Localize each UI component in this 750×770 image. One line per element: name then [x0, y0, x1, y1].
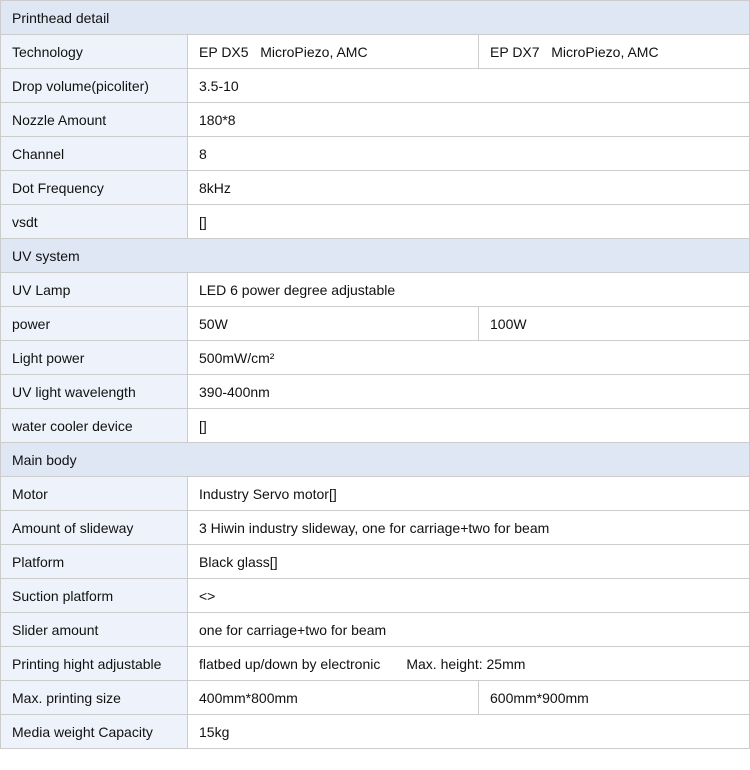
spec-label-dot-frequency: Dot Frequency: [1, 171, 188, 205]
table-row: [1, 477, 750, 511]
spec-value-printing-height: [188, 647, 750, 681]
table-row: [1, 715, 750, 749]
table-row: [1, 647, 750, 681]
spec-value-max-size-2: 600mm*900mm: [479, 681, 750, 715]
spec-label-motor: Motor: [1, 477, 188, 511]
spec-label-drop-volume: Drop volume(picoliter): [1, 69, 188, 103]
spec-label-suction-platform: Suction platform: [1, 579, 188, 613]
spec-value-uv-wavelength: 390-400nm: [188, 375, 750, 409]
spec-value-uv-lamp: LED 6 power degree adjustable: [188, 273, 750, 307]
spec-value-platform: Black glass[]: [188, 545, 750, 579]
spec-value-media-weight: 15kg: [188, 715, 750, 749]
spec-label-light-power: Light power: [1, 341, 188, 375]
spec-label-slideway: Amount of slideway: [1, 511, 188, 545]
spec-value-vsdt: []: [188, 205, 750, 239]
section-header-printhead: Printhead detail: [1, 1, 750, 35]
spec-value-power-1: 50W: [188, 307, 479, 341]
section-printhead-row: [1, 1, 750, 35]
table-row: [1, 375, 750, 409]
table-row: [1, 681, 750, 715]
table-row: [1, 341, 750, 375]
section-header-main-body: Main body: [1, 443, 750, 477]
table-row: [1, 137, 750, 171]
table-row: [1, 545, 750, 579]
table-row: [1, 307, 750, 341]
spec-value-light-power: 500mW/cm²: [188, 341, 750, 375]
spec-value-max-size-1: 400mm*800mm: [188, 681, 479, 715]
table-row: [1, 69, 750, 103]
spec-value-channel: 8: [188, 137, 750, 171]
spec-label-technology: Technology: [1, 35, 188, 69]
spec-label-printing-height: Printing hight adjustable: [1, 647, 188, 681]
table-row: [1, 171, 750, 205]
spec-label-media-weight: Media weight Capacity: [1, 715, 188, 749]
table-row: [1, 205, 750, 239]
spec-label-water-cooler: water cooler device: [1, 409, 188, 443]
spec-value-slider-amount: one for carriage+two for beam: [188, 613, 750, 647]
spec-value-slideway: 3 Hiwin industry slideway, one for carriage+two for beam: [188, 511, 750, 545]
table-row: [1, 613, 750, 647]
spec-value-dot-frequency: 8kHz: [188, 171, 750, 205]
spec-label-power: power: [1, 307, 188, 341]
spec-value-drop-volume: 3.5-10: [188, 69, 750, 103]
table-row: [1, 409, 750, 443]
spec-value-printing-height-method: flatbed up/down by electronic: [199, 655, 381, 672]
table-row: [1, 511, 750, 545]
spec-label-vsdt: vsdt: [1, 205, 188, 239]
spec-value-technology-dx7: EP DX7 MicroPiezo, AMC: [479, 35, 750, 69]
spec-value-printing-height-max: Max. height: 25mm: [406, 655, 526, 672]
spec-label-max-size: Max. printing size: [1, 681, 188, 715]
table-row: [1, 103, 750, 137]
spec-label-platform: Platform: [1, 545, 188, 579]
spec-value-suction-platform: <>: [188, 579, 750, 613]
spec-label-slider-amount: Slider amount: [1, 613, 188, 647]
spec-label-channel: Channel: [1, 137, 188, 171]
section-uv-row: [1, 239, 750, 273]
spec-value-nozzle-amount: 180*8: [188, 103, 750, 137]
spec-value-water-cooler: []: [188, 409, 750, 443]
table-row: [1, 579, 750, 613]
spec-label-uv-wavelength: UV light wavelength: [1, 375, 188, 409]
table-row: [1, 273, 750, 307]
spec-value-motor: Industry Servo motor[]: [188, 477, 750, 511]
table-row: [1, 35, 750, 69]
spec-value-power-2: 100W: [479, 307, 750, 341]
spec-label-nozzle-amount: Nozzle Amount: [1, 103, 188, 137]
section-header-uv-system: UV system: [1, 239, 750, 273]
spec-label-uv-lamp: UV Lamp: [1, 273, 188, 307]
section-main-body-row: [1, 443, 750, 477]
spec-value-technology-dx5: EP DX5 MicroPiezo, AMC: [188, 35, 479, 69]
